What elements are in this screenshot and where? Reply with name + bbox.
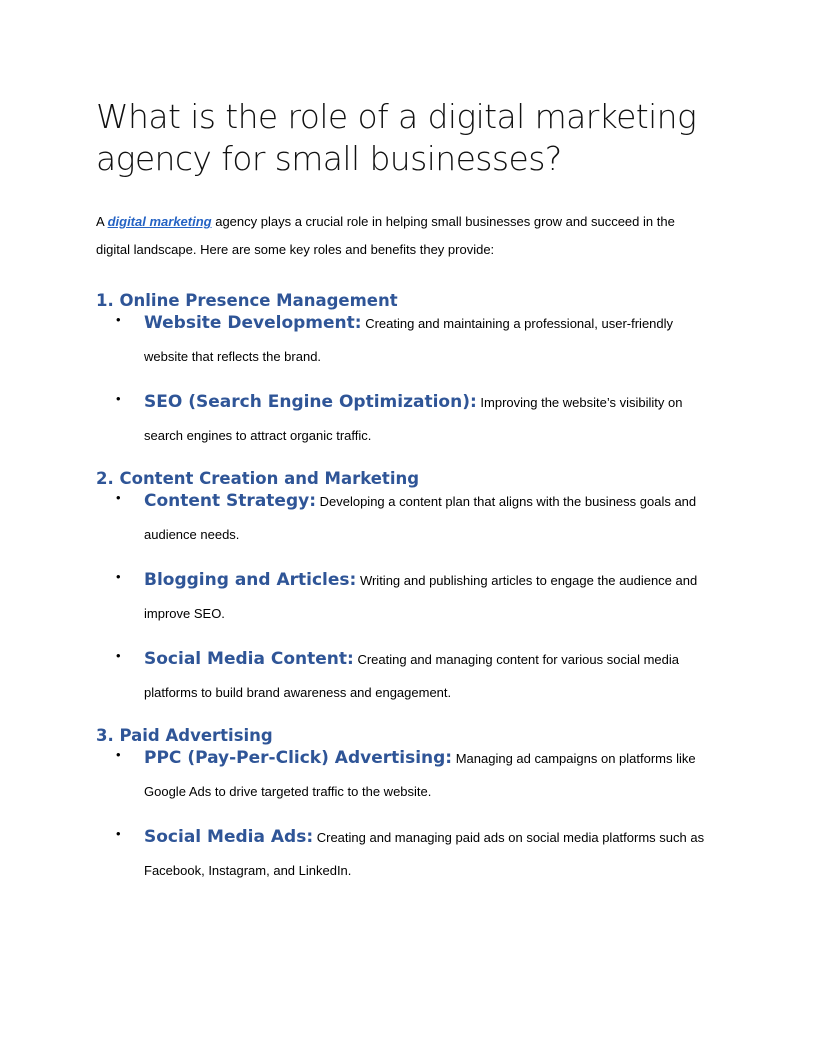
section-list-paid-advertising [96,742,720,887]
intro-prefix: A [96,214,108,229]
bullet-icon: • [116,747,121,762]
item-title: Social Media Content: [144,649,354,669]
bullet-icon: • [116,826,121,841]
bullet-icon: • [116,490,121,505]
list-item [96,485,720,551]
item-description-continued: Facebook, Instagram, and LinkedIn. [144,863,352,878]
item-title: Blogging and Articles: [144,570,357,590]
page-title [96,96,720,180]
intro-text-line-2: digital landscape. Here are some key roles and benefits they provide: [96,242,495,257]
item-description-continued: improve SEO. [144,606,225,621]
bullet-icon: • [116,648,121,663]
item-description-continued: Google Ads to drive targeted traffic to the website. [144,784,432,799]
list-item [96,643,720,709]
bullet-icon: • [116,391,121,406]
item-title: SEO (Search Engine Optimization): [144,392,477,412]
section-heading-content-creation: 2. Content Creation and Marketing [96,469,420,488]
section-heading-online-presence: 1. Online Presence Management [96,291,398,310]
section-heading-paid-advertising: 3. Paid Advertising [96,726,273,745]
item-description: Improving the website’s visibility on [476,395,683,410]
item-title: Website Development: [144,313,362,333]
list-item [96,742,720,808]
intro-text-line-1: agency plays a crucial role in helping small businesses grow and succeed in the [211,214,675,229]
section-list-online-presence [96,307,720,452]
bullet-icon: • [116,312,121,327]
section-list-content-creation [96,485,720,709]
item-description: Creating and managing paid ads on social media platforms such as [313,830,705,845]
list-item [96,307,720,373]
list-item [96,821,720,887]
page-title-line-2: agency for small businesses? [96,139,562,178]
list-item [96,386,720,452]
page-title-line-1: What is the role of a digital marketing [96,97,697,136]
digital-marketing-link[interactable]: digital marketing [107,214,212,229]
item-description: Creating and maintaining a professional, user-friendly [361,316,674,331]
item-description: Writing and publishing articles to engage the audience and [356,573,698,588]
list-item [96,564,720,630]
item-description-continued: website that reflects the brand. [144,349,322,364]
document-page [96,96,720,887]
item-title: Content Strategy: [144,491,316,511]
item-description-continued: audience needs. [144,527,240,542]
bullet-icon: • [116,569,121,584]
item-description-continued: platforms to build brand awareness and engagement. [144,685,452,700]
item-description: Developing a content plan that aligns with the business goals and [316,494,697,509]
item-description: Managing ad campaigns on platforms like [452,751,696,766]
intro-paragraph [96,208,720,264]
item-description: Creating and managing content for various social media [353,652,680,667]
item-description-continued: search engines to attract organic traffic. [144,428,372,443]
item-title: PPC (Pay-Per-Click) Advertising: [144,748,453,768]
item-title: Social Media Ads: [144,827,314,847]
